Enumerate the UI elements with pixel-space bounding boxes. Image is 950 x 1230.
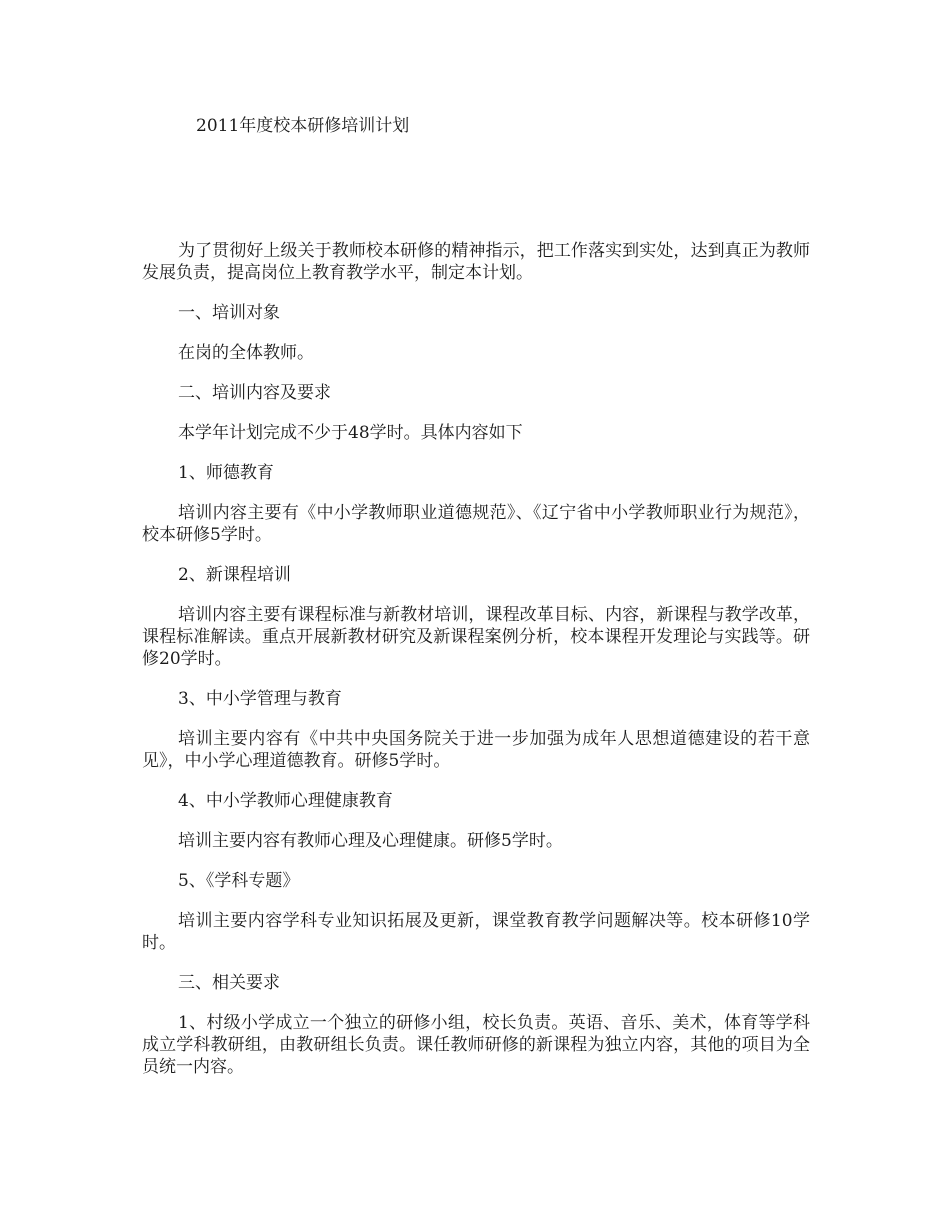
subsection-heading: 2、新课程培训: [178, 565, 291, 585]
subsection-heading: 3、中小学管理与教育: [178, 689, 342, 709]
paragraph: 培训主要内容有《中共中央国务院关于进一步加强为成年人思想道德建设的若干意见》，中小学心理道德教育。研修5学时。: [142, 729, 810, 771]
section-heading-requirements: 三、相关要求: [178, 973, 280, 993]
subsection-heading: 5、《学科专题》: [178, 871, 300, 891]
paragraph: 在岗的全体教师。: [178, 343, 314, 363]
section-heading-training-target: 一、培训对象: [178, 303, 280, 323]
paragraph: 培训主要内容有教师心理及心理健康。研修5学时。: [178, 831, 563, 851]
subsection-heading: 1、师德教育: [178, 463, 274, 483]
section-heading-training-content: 二、培训内容及要求: [178, 383, 331, 403]
document-title: 2011年度校本研修培训计划: [196, 116, 410, 136]
paragraph: 培训内容主要有课程标准与新教材培训，课程改革目标、内容，新课程与教学改革，课程标准解读。重点开展新教材研究及新课程案例分析，校本课程开发理论与实践等。研修20学时。: [142, 605, 810, 669]
paragraph: 培训主要内容学科专业知识拓展及更新，课堂教育教学问题解决等。校本研修10学时。: [142, 911, 810, 953]
paragraph: 本学年计划完成不少于48学时。具体内容如下: [178, 423, 523, 443]
document-body: [142, 240, 810, 1096]
subsection-heading: 4、中小学教师心理健康教育: [178, 791, 393, 811]
paragraph: 1、村级小学成立一个独立的研修小组，校长负责。英语、音乐、美术，体育等学科成立学科教研组，由教研组长负责。课任教师研修的新课程为独立内容，其他的项目为全员统一内容。: [142, 1013, 810, 1077]
paragraph: 培训内容主要有《中小学教师职业道德规范》、《辽宁省中小学教师职业行为规范》，校本研修5学时。: [142, 503, 810, 545]
intro-paragraph: 为了贯彻好上级关于教师校本研修的精神指示，把工作落实到实处，达到真正为教师发展负责，提高岗位上教育教学水平，制定本计划。: [142, 241, 810, 283]
